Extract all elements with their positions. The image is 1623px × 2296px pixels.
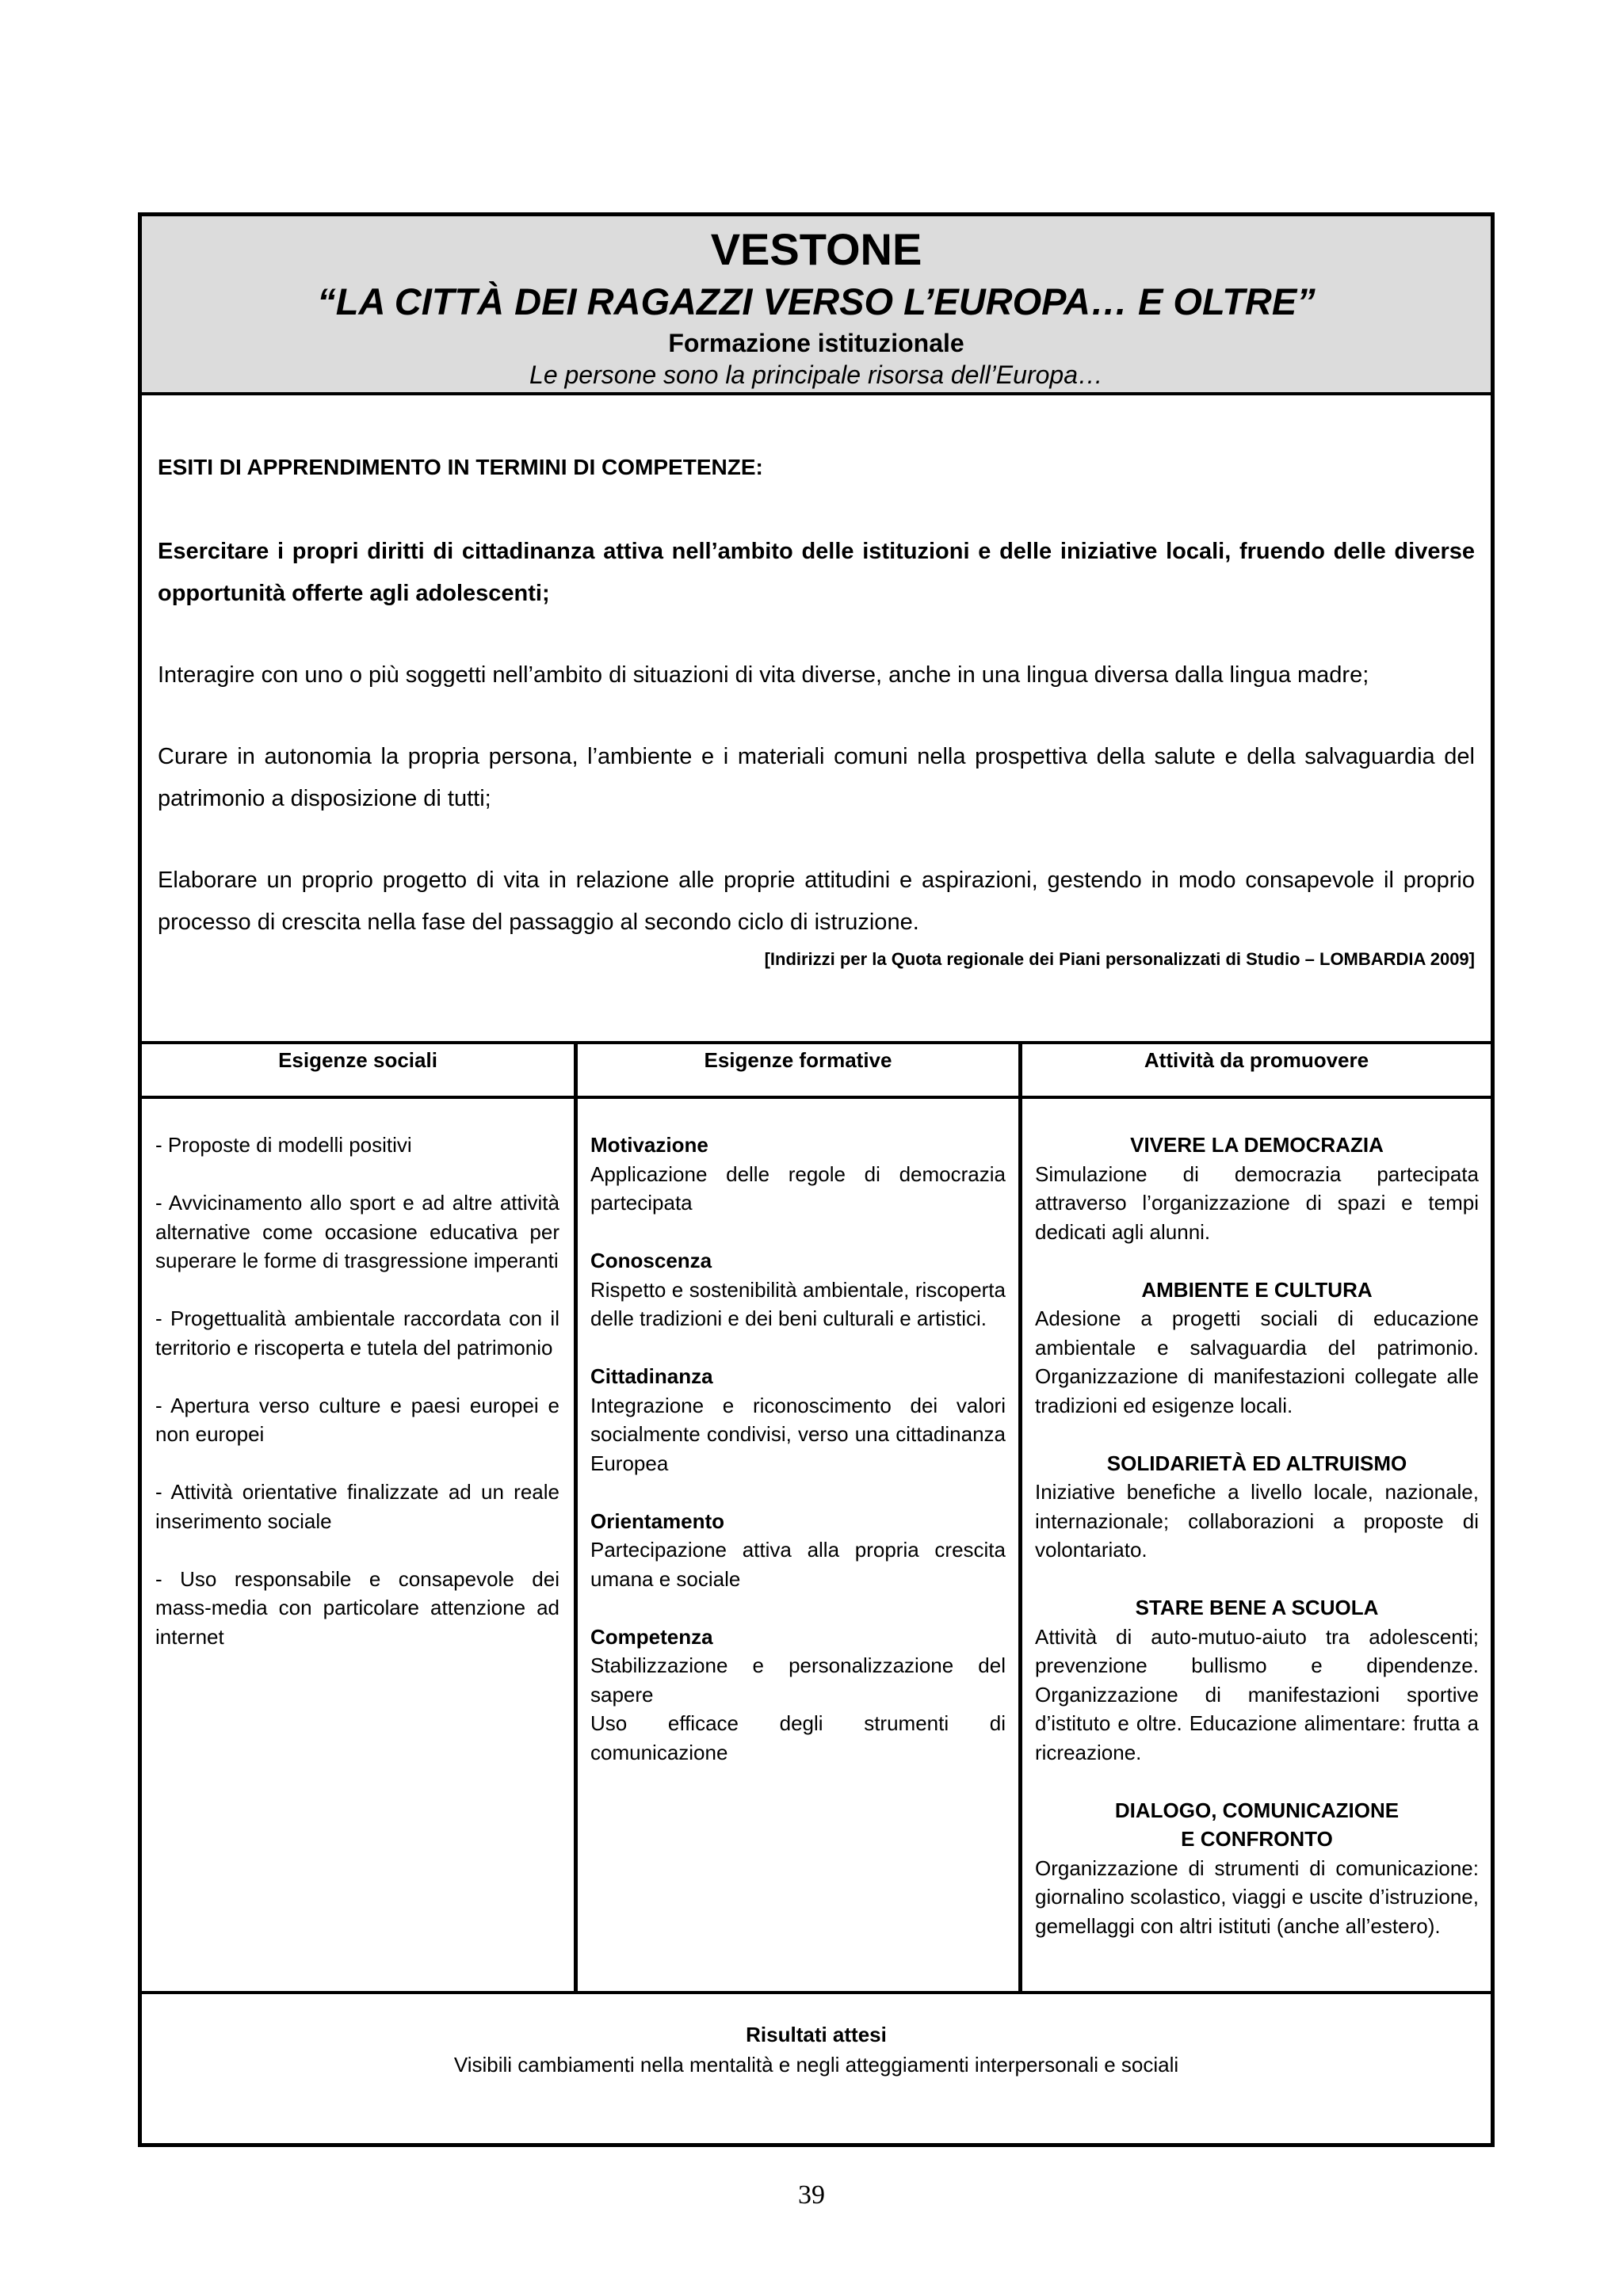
column-divider [1018, 1041, 1022, 1994]
project-subtitle: “LA CITTÀ DEI RAGAZZI VERSO L’EUROPA… E OLTRE” [317, 280, 1316, 322]
list-item: - Proposte di modelli positivi [155, 1133, 412, 1157]
formative-text: Rispetto e sostenibilità ambientale, riscoperta delle tradizioni e dei beni culturali e artistici. [590, 1277, 1006, 1330]
formative-text: Integrazione e riconoscimento dei valori socialmente condivisi, verso una cittadinanza Europea [590, 1393, 1006, 1475]
competenze-section [158, 446, 1475, 975]
attivita-column [1035, 1131, 1479, 1940]
formative-text: Partecipazione attiva alla propria crescita umana e sociale [590, 1538, 1006, 1591]
esigenze-sociali-column [155, 1131, 559, 1651]
competenza-item: Esercitare i propri diritti di cittadinanza attiva nell’ambito delle istituzioni e delle iniziative locali, fruendo delle diverse opportunità offerte agli adolescenti; [158, 539, 1475, 606]
attivita-text: Adesione a progetti sociali di educazione ambientale e salvaguardia del patrimonio. Organizzazione di manifestazioni collegate alle tradizioni ed esigenze locali. [1035, 1306, 1479, 1417]
competenza-item: Elaborare un proprio progetto di vita in relazione alle proprie attitudini e aspirazioni, gestendo in modo consapevole il proprio processo di crescita nella fase del passaggio al secondo ciclo di istruzione. [158, 868, 1475, 935]
competenza-item: Interagire con uno o più soggetti nell’ambito di situazioni di vita diverse, anche in una lingua diversa dalla lingua madre; [158, 662, 1369, 688]
formative-title: Motivazione [590, 1133, 708, 1157]
formative-text: Applicazione delle regole di democrazia partecipata [590, 1161, 1006, 1215]
competenze-heading: ESITI DI APPRENDIMENTO IN TERMINI DI COMPETENZE: [158, 455, 763, 479]
attivita-text: Attività di auto-mutuo-aiuto tra adolescenti; prevenzione bullismo e dipendenze. Organizzazione di manifestazioni sportive d’istituto e oltre. Educazione alimentare: frutta a ricreazione. [1035, 1624, 1479, 1764]
attivita-title: SOLIDARIETÀ ED ALTRUISMO [1106, 1451, 1407, 1475]
attivita-text: Iniziative benefiche a livello locale, nazionale, internazionale; collaborazioni a proposte di volontariato. [1035, 1480, 1479, 1562]
competenza-item: Curare in autonomia la propria persona, l’ambiente e i materiali comuni nella prospettiva della salute e della salvaguardia del patrimonio a disposizione di tutti; [158, 744, 1475, 811]
attivita-text: Organizzazione di strumenti di comunicazione: giornalino scolastico, viaggi e uscite d’istruzione, gemellaggi con altri istituti (anche all’estero). [1035, 1855, 1479, 1938]
formative-title: Competenza [590, 1624, 713, 1649]
formative-title: Orientamento [590, 1508, 725, 1533]
attivita-title: E CONFRONTO [1181, 1827, 1333, 1851]
esigenze-formative-column [590, 1131, 1006, 1767]
attivita-title: STARE BENE A SCUOLA [1135, 1596, 1379, 1619]
attivita-title: DIALOGO, COMUNICAZIONE [1114, 1798, 1400, 1822]
formative-text: Uso efficace degli strumenti di comunicazione [590, 1711, 1006, 1764]
column-header-esigenze-sociali: Esigenze sociali [278, 1048, 437, 1072]
formative-title: Conoscenza [590, 1249, 712, 1272]
formative-text: Stabilizzazione e personalizzazione del sapere [590, 1653, 1006, 1707]
list-item: - Avvicinamento allo sport e ad altre attività alternative come occasione educativa per superare le forme di trasgressione imperanti [155, 1191, 559, 1272]
project-frame [138, 212, 1495, 2147]
table-header-divider [142, 1096, 1491, 1099]
list-item: - Progettualità ambientale raccordata con il territorio e riscoperta e tutela del patrimonio [155, 1306, 559, 1360]
attivita-title: AMBIENTE E CULTURA [1141, 1277, 1373, 1302]
table-bottom-border [142, 1991, 1491, 1994]
project-title: VESTONE [710, 224, 922, 274]
project-header [142, 216, 1491, 395]
source-citation: [Indirizzi per la Quota regionale dei Piani personalizzati di Studio – LOMBARDIA 2009] [764, 949, 1475, 969]
page-number: 39 [798, 2180, 825, 2210]
formative-title: Cittadinanza [590, 1364, 713, 1388]
column-header-attivita: Attività da promuovere [1144, 1048, 1369, 1072]
results-text: Visibili cambiamenti nella mentalità e negli atteggiamenti interpersonali e sociali [453, 2053, 1179, 2077]
table-top-border [142, 1041, 1491, 1044]
results-title: Risultati attesi [746, 2023, 887, 2046]
list-item: - Uso responsabile e consapevole dei mass-media con particolare attenzione ad internet [155, 1566, 559, 1649]
attivita-text: Simulazione di democrazia partecipata attraverso l’organizzazione di spazi e tempi dedicati agli alunni. [1035, 1161, 1479, 1244]
column-header-esigenze-formative: Esigenze formative [704, 1048, 892, 1072]
column-divider [574, 1041, 578, 1994]
motto: Le persone sono la principale risorsa dell’Europa… [529, 360, 1103, 389]
attivita-title: VIVERE LA DEMOCRAZIA [1130, 1133, 1384, 1157]
results-section [142, 2019, 1491, 2080]
list-item: - Apertura verso culture e paesi europei e non europei [155, 1393, 559, 1446]
list-item: - Attività orientative finalizzate ad un reale inserimento sociale [155, 1480, 559, 1533]
section-label: Formazione istituzionale [668, 329, 964, 357]
